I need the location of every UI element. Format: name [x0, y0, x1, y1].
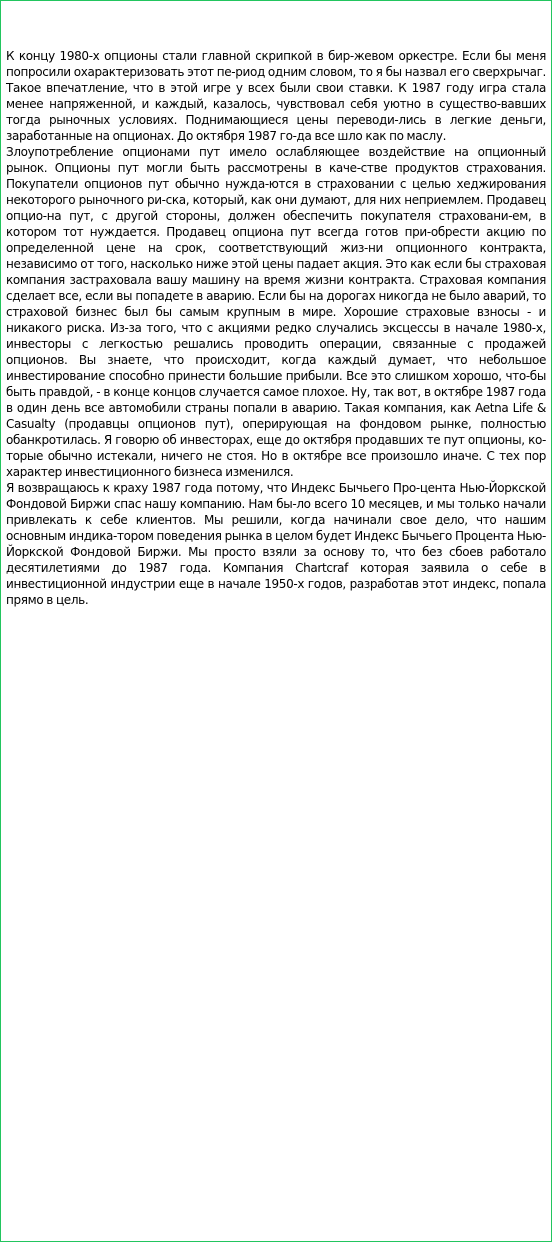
- paragraph-1: К концу 1980-х опционы стали главной скрипкой в бир-жевом оркестре. Если бы меня попросили охарактеризовать этот пе-риод одним словом, то я бы назвал его сверхрычаг. Такое впечатление, что в этой игре у всех были свои ставки. К 1987 году игра стала менее напряженной, и каждый, казалось, чувствовал себя уютно в существо-вавших тогда рыночных условиях. Поднимающиеся цены переводи-лись в легкие деньги, заработанные на опционах. До октября 1987 го-да все шло как по маслу.: [6, 49, 546, 143]
- paragraph-2: Злоупотребление опционами пут имело ослабляющее воздействие на опционный рынок. Опционы пут могли быть рассмотрены в каче-стве продуктов страхования. Покупатели опционов пут обычно нужда-ются в страховании с целью хеджирования некоторого рыночного ри-ска, который, как они думают, для них неприемлем. Продавец опцио-на пут, с другой стороны, должен обеспечить покупателя страховани-ем, в котором тот нуждается. Продавец опциона пут всегда готов при-обрести акцию по определенной цене на срок, соответствующий жиз-ни опционного контракта, независимо от того, насколько ниже этой цены падает акция. Это как если бы страховая компания застраховала вашу машину на время жизни контракта. Страховая компания сделает все, если вы попадете в аварию. Если бы на дорогах никогда не было аварий, то страховой бизнес был бы самым крупным в мире. Хорошие страховые взносы - и никакого риска. Из-за того, что с акциями редко случались эксцессы в начале 1980-х, инвесторы с легкостью решались проводить операции, связанные с продажей опционов. Вы знаете, что происходит, когда каждый думает, что небольшое инвестирование способно принести большие прибыли. Все это слишком хорошо, что-бы быть правдой, - в конце концов случается самое плохое. Ну, так вот, в октябре 1987 года в один день все автомобили страны попали в аварию. Такая компания, как Aetna Life & Casualty (продавцы опционов пут), оперирующая на фондовом рынке, полностью обанкротилась. Я говорю об инвесторах, еще до октября продавших те пут опционы, ко-торые обычно истекали, ничего не стоя. Но в октябре все произошло иначе. С тех пор характер инвестиционного бизнеса изменился.: [6, 145, 546, 479]
- paragraph-3: Я возвращаюсь к краху 1987 года потому, что Индекс Бычьего Про-цента Нью-Йоркской Фондовой Биржи спас нашу компанию. Нам бы-ло всего 10 месяцев, и мы только начали привлекать к себе клиентов. Мы решили, когда начинали свое дело, что нашим основным индика-тором поведения рынка в целом будет Индекс Бычьего Процента Нью-Йоркской Фондовой Биржи. Мы просто взяли за основу то, что без сбоев работало десятилетиями до 1987 года. Компания Chartcraf которая заявила о себе в инвестиционной индустрии еще в начале 1950-х годов, разработав этот индекс, попала прямо в цель.: [6, 481, 546, 607]
- article-body: [6, 48, 546, 608]
